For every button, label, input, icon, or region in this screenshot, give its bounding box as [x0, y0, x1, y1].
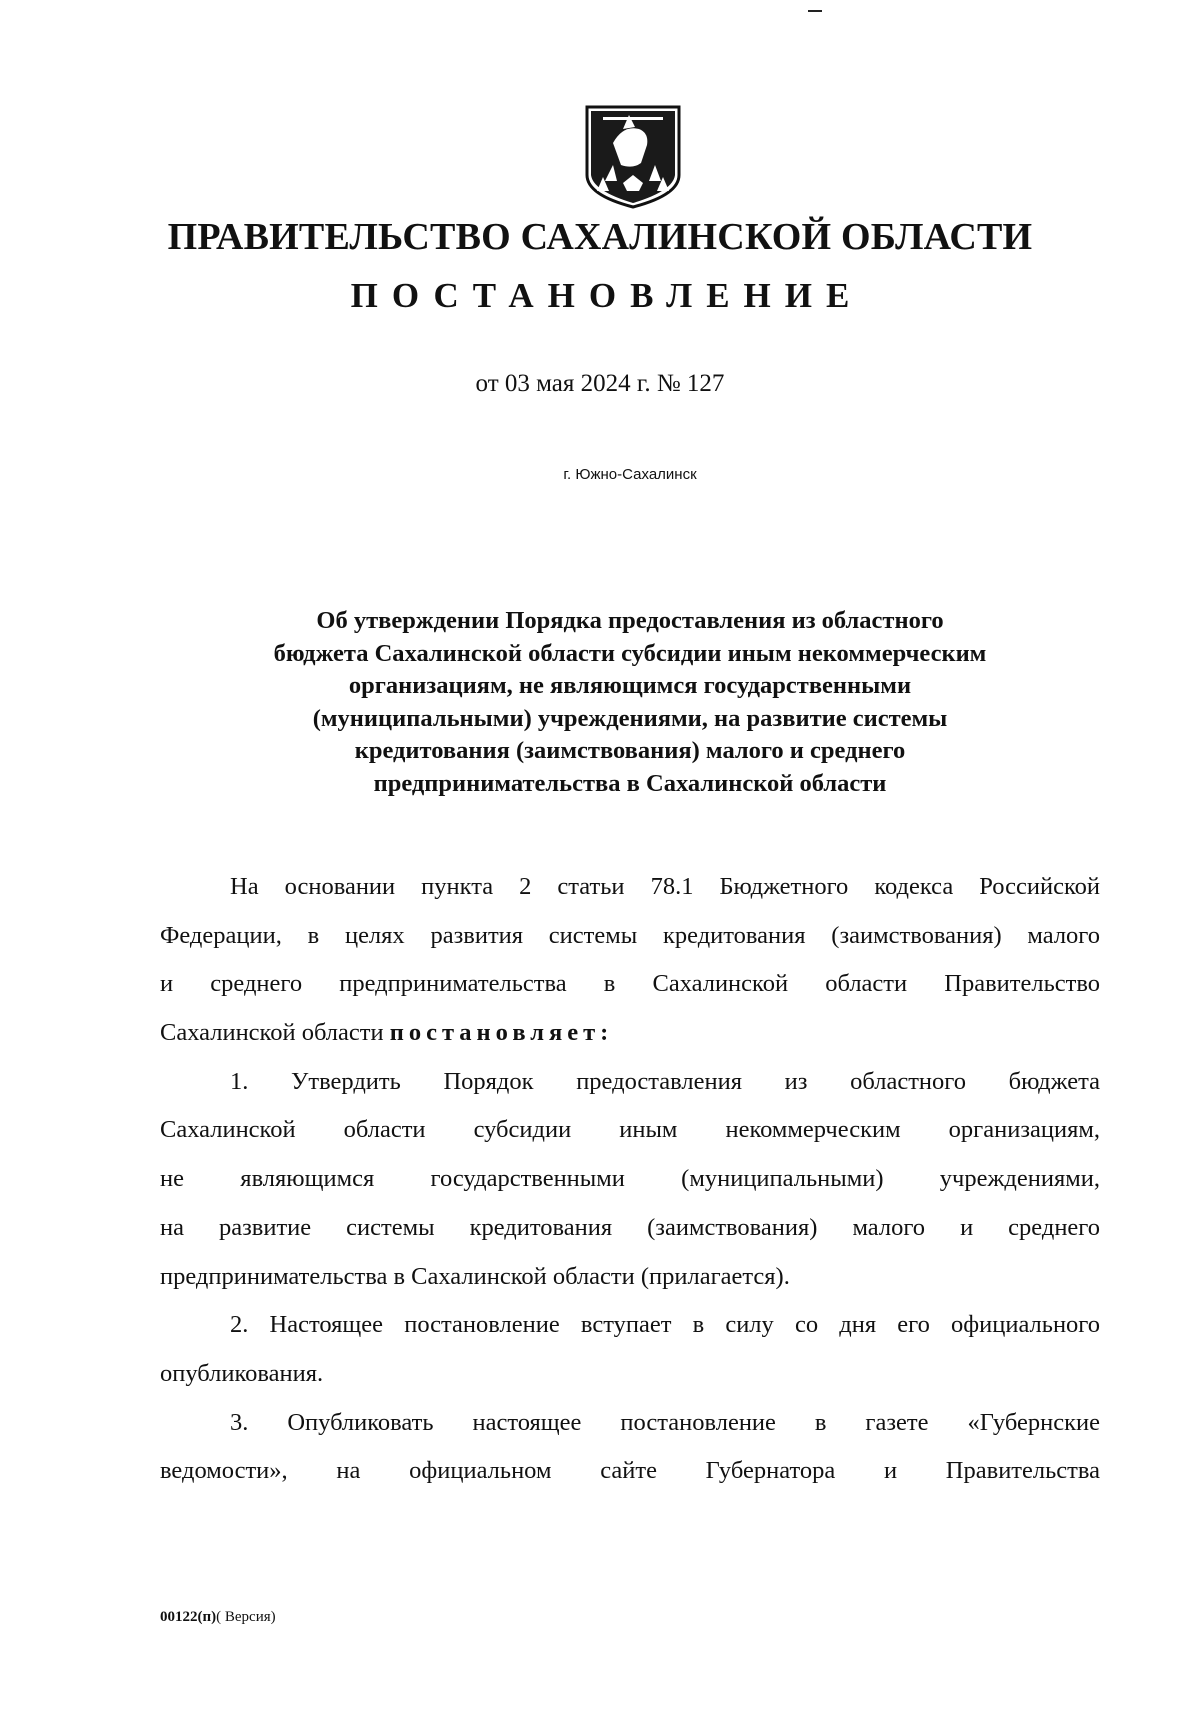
item-1-line: предпринимательства в Сахалинской области (прилагается).: [160, 1262, 790, 1290]
preamble-line: Сахалинской области: [160, 1019, 384, 1047]
preamble-line: Федерации, в целях развития системы кредитования (заимствования) малого: [160, 921, 1100, 949]
item-2-line: 2. Настоящее постановление вступает в силу со дня его официального: [230, 1311, 1100, 1339]
document-date-number: от 03 мая 2024 г. № 127: [475, 370, 725, 397]
item-2-line: опубликования.: [160, 1359, 324, 1387]
footer-code-number: 00122(п): [160, 1609, 217, 1625]
preamble-last-line: [160, 1009, 1100, 1058]
document-city: г. Южно-Сахалинск: [563, 466, 697, 483]
subject-line: кредитования (заимствования) малого и среднего: [354, 737, 906, 764]
scan-mark: [808, 10, 822, 12]
document-subject: [200, 605, 1060, 800]
subject-line: Об утверждении Порядка предоставления из областного: [316, 607, 944, 634]
item-1-line: 1. Утвердить Порядок предоставления из областного бюджета: [230, 1067, 1100, 1095]
resolves-word: постановляет:: [389, 1019, 614, 1047]
coat-of-arms-icon: [583, 103, 683, 209]
item-1-line: на развитие системы кредитования (заимствования) малого и среднего: [160, 1213, 1100, 1241]
document-body: [160, 863, 1100, 1496]
footer-code-version: ( Версия): [216, 1609, 276, 1625]
item-1-line: Сахалинской области субсидии иным некоммерческим организациям,: [160, 1116, 1100, 1144]
item-3-line: ведомости», на официальном сайте Губернатора и Правительства: [160, 1457, 1100, 1485]
item-3-line: 3. Опубликовать настоящее постановление в газете «Губернские: [230, 1408, 1100, 1436]
subject-line: организациям, не являющимся государственными: [348, 672, 912, 699]
preamble-line: На основании пункта 2 статьи 78.1 Бюджетного кодекса Российской: [230, 873, 1100, 900]
preamble-line: и среднего предпринимательства в Сахалинской области Правительство: [160, 970, 1100, 998]
item-1-line: не являющимся государственными (муниципальными) учреждениями,: [160, 1165, 1100, 1193]
government-title: ПРАВИТЕЛЬСТВО САХАЛИНСКОЙ ОБЛАСТИ: [167, 216, 1033, 258]
subject-line: предпринимательства в Сахалинской области: [373, 769, 887, 797]
document-type: ПОСТАНОВЛЕНИЕ: [350, 276, 864, 315]
subject-line: (муниципальными) учреждениями, на развитие системы: [312, 704, 948, 732]
subject-line: бюджета Сахалинской области субсидии иным некоммерческим: [273, 639, 987, 667]
footer-document-code: [160, 1609, 276, 1626]
